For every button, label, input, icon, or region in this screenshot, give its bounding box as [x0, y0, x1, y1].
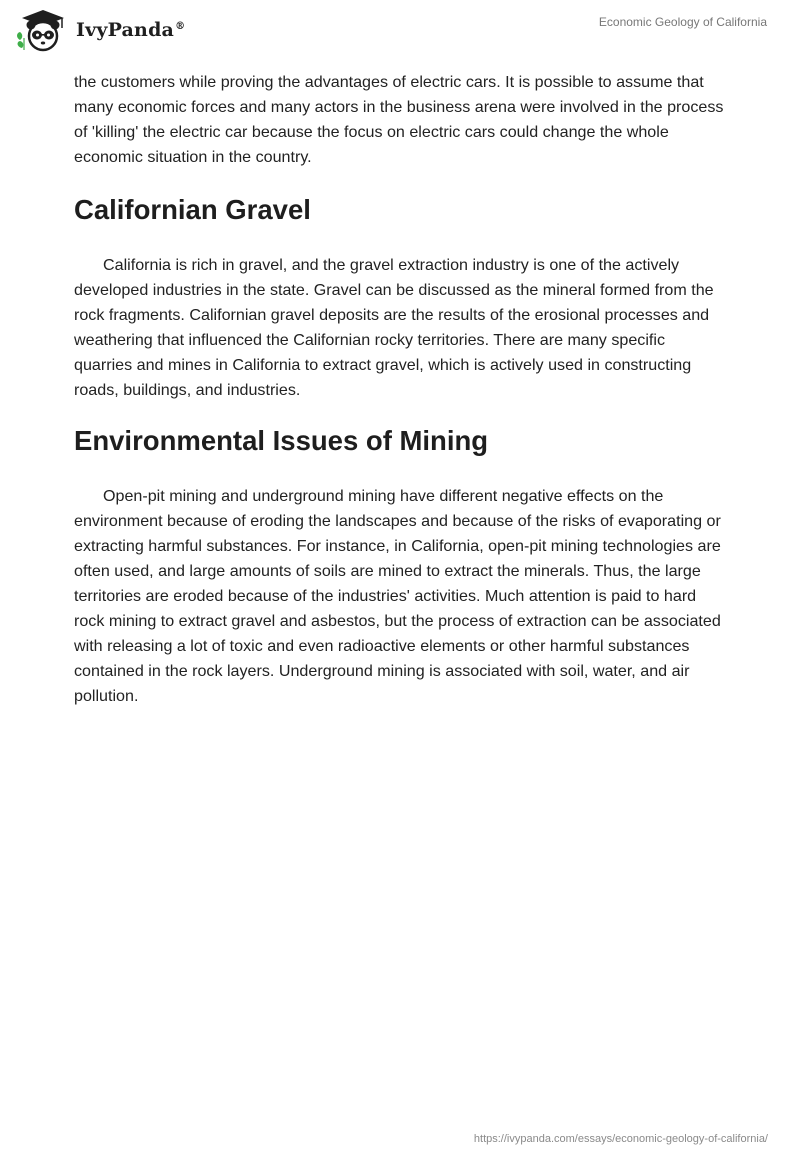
- section-paragraph-gravel: California is rich in gravel, and the gravel extraction industry is one of the actively developed industries in the state. Gravel can be discussed as the mineral formed from the rock fragments. Californian gravel deposits are the results of the erosional processes and weathering that influenced the Californian rocky territories. There are many specific quarries and mines in California to extract gravel, which is actively used in constructing roads, buildings, and industries.: [74, 256, 714, 399]
- page-header: [0, 0, 800, 60]
- intro-paragraph: the customers while proving the advantages of electric cars. It is possible to assume that many economic forces and many actors in the business arena were involved in the process of 'killing' the electric car because the focus on electric cars could change the whole economic situation in the country.: [74, 73, 724, 166]
- panda-graduate-icon: [14, 8, 72, 52]
- source-url[interactable]: https://ivypanda.com/essays/economic-geology-of-california/: [473, 1133, 768, 1145]
- document-title: Economic Geology of California: [598, 15, 767, 29]
- section-heading-mining: Environmental Issues of Mining: [74, 425, 489, 456]
- essay-body: [74, 70, 724, 709]
- section-paragraph-mining: Open-pit mining and underground mining have different negative effects on the environment because of eroding the landscapes and because of the risks of evaporating or extracting harmful substances. For instance, in California, open-pit mining technologies are often used, and large amounts of soils are mined to extract the minerals. Thus, the large territories are eroded because of the industries' activities. Much attention is paid to hard rock mining to extract gravel and asbestos, but the process of extraction can be associated with releasing a lot of toxic and even radioactive elements or other harmful substances contained in the rock layers. Underground mining is associated with soil, water, and air pollution.: [74, 487, 721, 705]
- registered-mark: ®: [175, 20, 186, 32]
- section-heading-gravel: Californian Gravel: [74, 194, 311, 225]
- brand-name: IvyPanda®: [76, 19, 186, 41]
- brand-logo[interactable]: [14, 8, 185, 52]
